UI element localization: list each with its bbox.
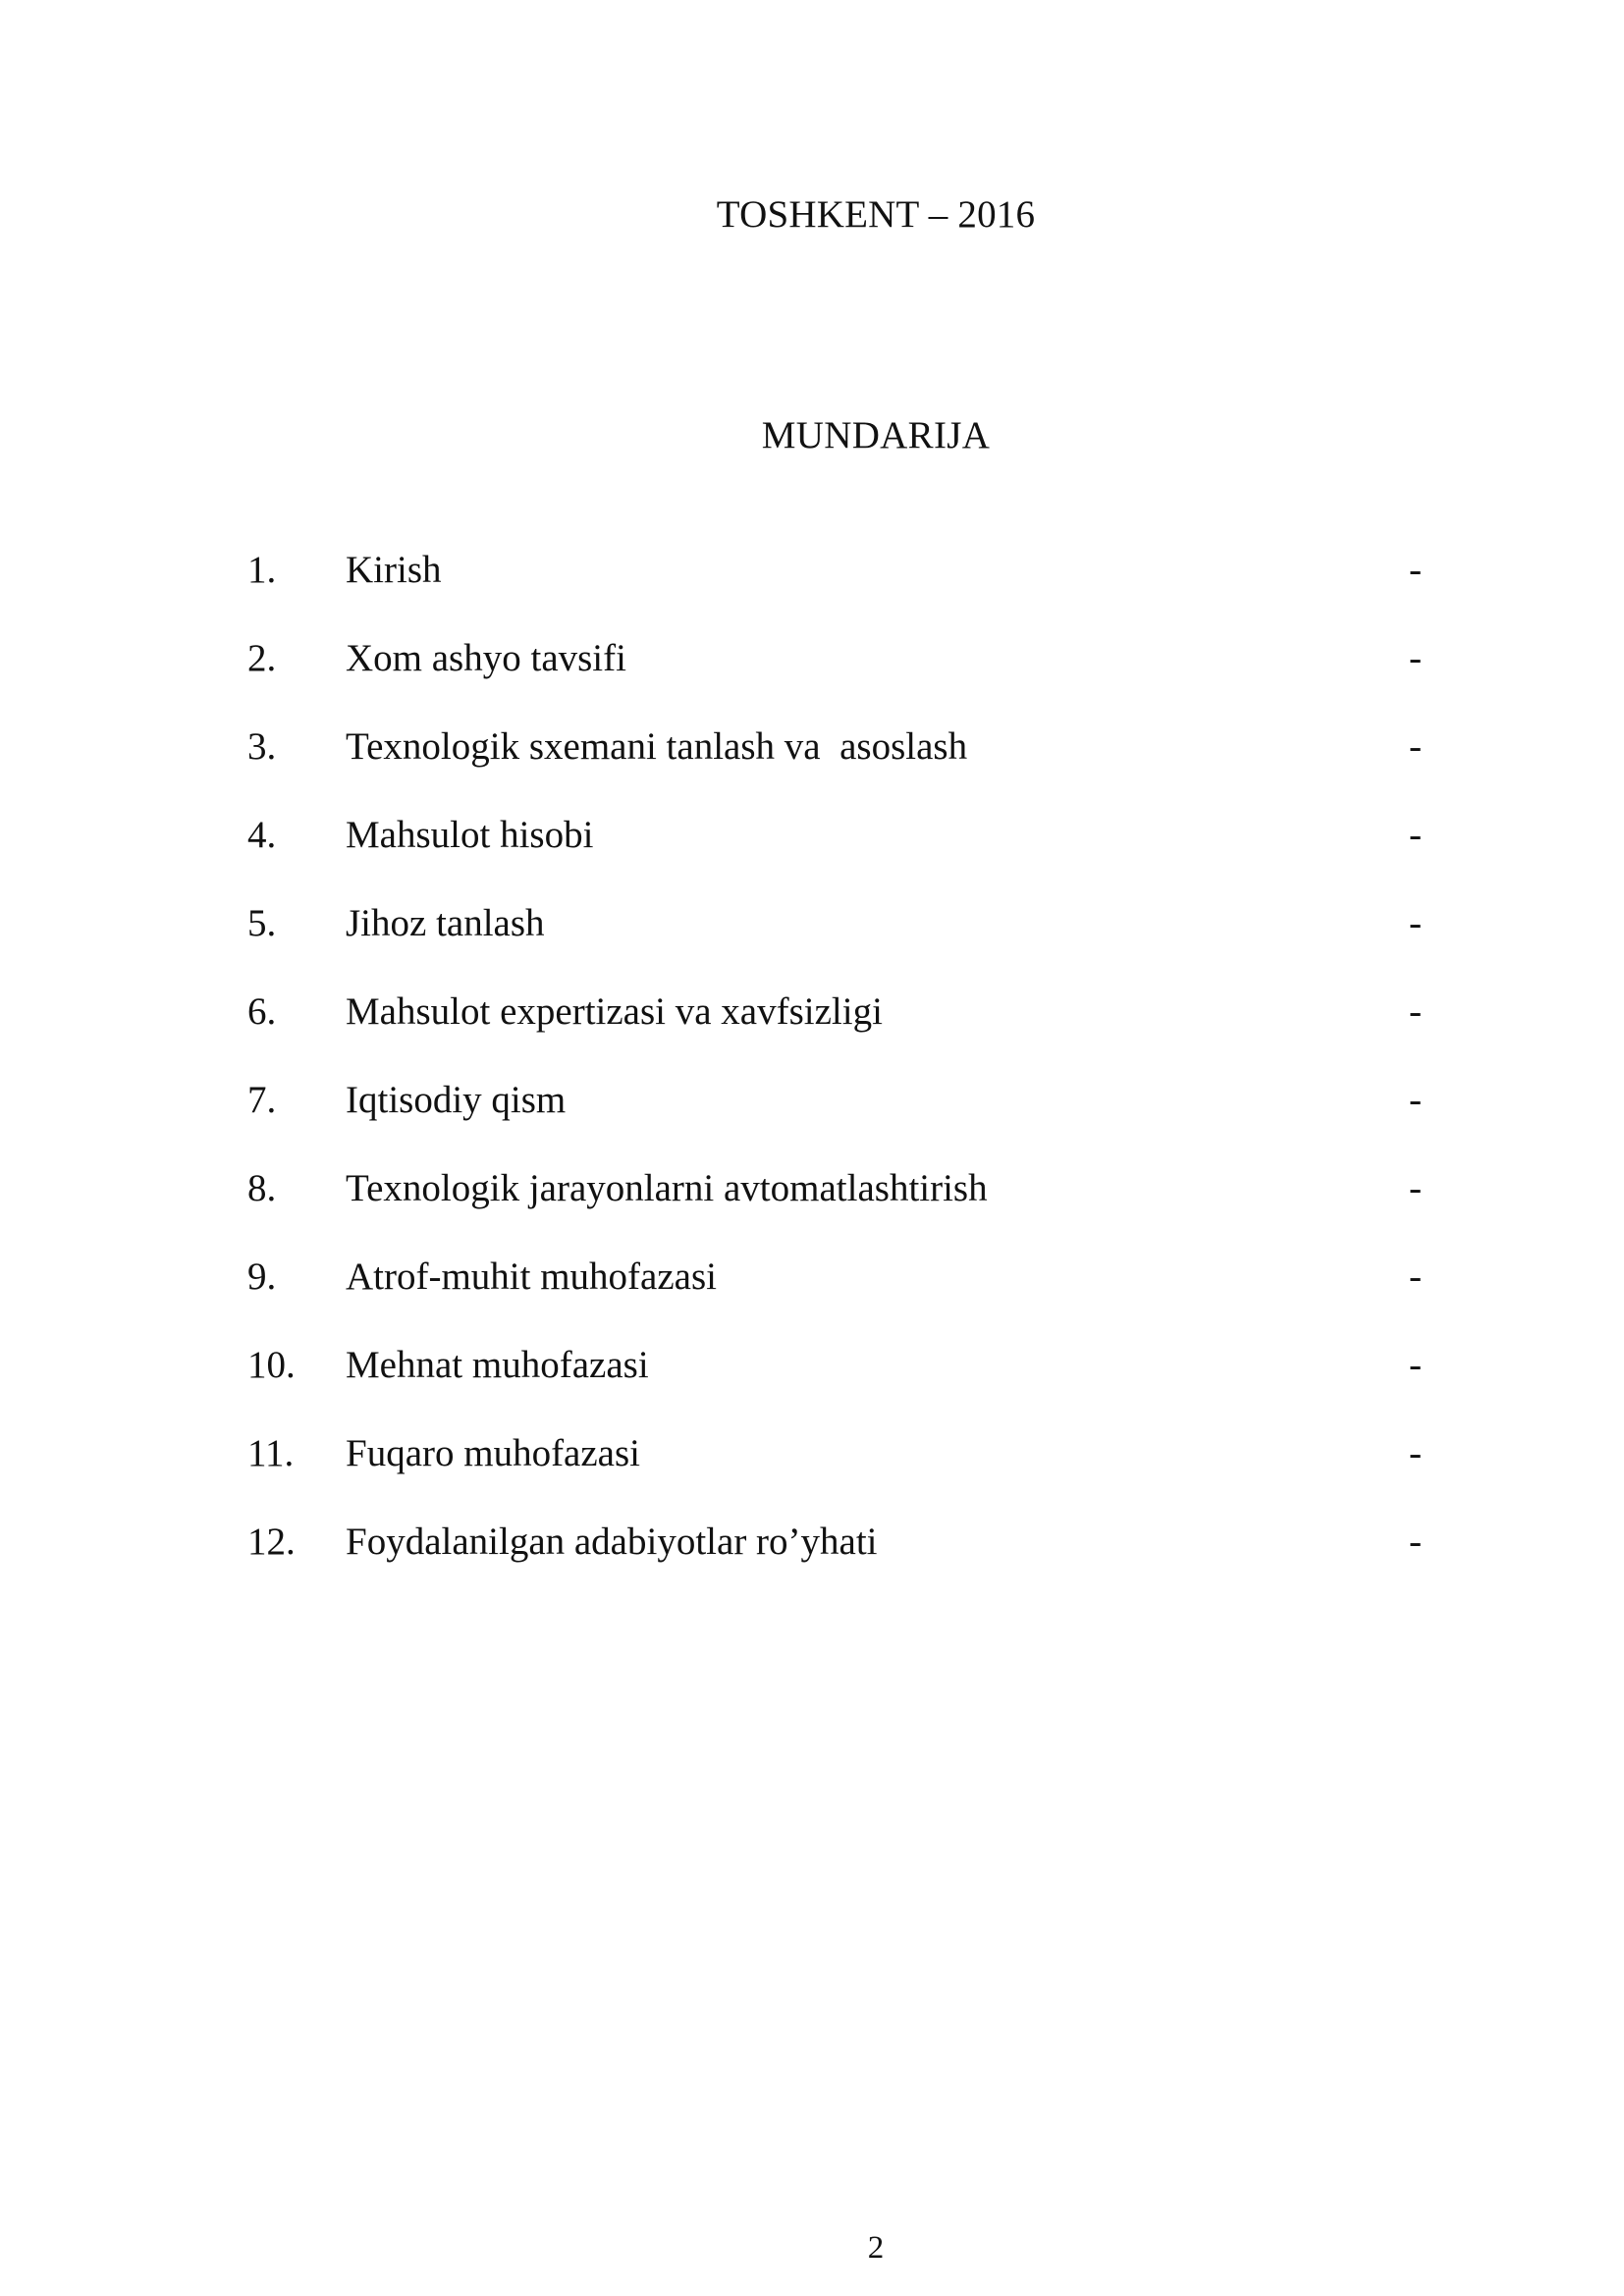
toc-item-title: Mehnat muhofazasi [346, 1344, 649, 1386]
toc-item-title: Atrof-muhit muhofazasi [346, 1255, 717, 1298]
toc-item-title: Iqtisodiy qism [346, 1079, 567, 1121]
toc-item-page: - [1409, 990, 1422, 1033]
toc-item [247, 897, 1426, 986]
toc-item-number: 4. [247, 814, 277, 856]
toc-item [247, 544, 1426, 632]
toc-item-title: Kirish [346, 549, 442, 591]
toc-item-page: - [1409, 1344, 1422, 1386]
toc-item-number: 11. [247, 1432, 295, 1474]
toc-item-number: 9. [247, 1255, 277, 1298]
toc-item-title: Texnologik sxemani tanlash va asoslash [346, 725, 968, 768]
table-of-contents [247, 544, 1426, 1604]
toc-item-page: - [1409, 902, 1422, 944]
toc-item-title: Jihoz tanlash [346, 902, 545, 944]
toc-item-page: - [1409, 1255, 1422, 1298]
toc-item [247, 809, 1426, 897]
toc-item-page: - [1409, 814, 1422, 856]
toc-item-title: Xom ashyo tavsifi [346, 637, 626, 679]
city-year-heading: TOSHKENT – 2016 [716, 193, 1036, 236]
toc-item-page: - [1409, 1521, 1422, 1563]
toc-item-number: 2. [247, 637, 277, 679]
toc-item-page: - [1409, 1167, 1422, 1209]
toc-item-number: 6. [247, 990, 277, 1033]
toc-item [247, 632, 1426, 721]
page-number: 2 [867, 2230, 885, 2266]
toc-item-number: 8. [247, 1167, 277, 1209]
toc-item-number: 12. [247, 1521, 296, 1563]
toc-item-number: 1. [247, 549, 277, 591]
toc-item [247, 1516, 1426, 1604]
toc-item-page: - [1409, 637, 1422, 679]
toc-item-page: - [1409, 1432, 1422, 1474]
toc-item [247, 1162, 1426, 1251]
toc-item-title: Mahsulot expertizasi va xavfsizligi [346, 990, 883, 1033]
toc-item-title: Texnologik jarayonlarni avtomatlashtirish [346, 1167, 988, 1209]
toc-item [247, 986, 1426, 1074]
toc-item-title: Mahsulot hisobi [346, 814, 594, 856]
toc-item-page: - [1409, 725, 1422, 768]
toc-item-number: 5. [247, 902, 277, 944]
toc-item-title: Foydalanilgan adabiyotlar ro’yhati [346, 1521, 878, 1563]
toc-item-number: 7. [247, 1079, 277, 1121]
toc-item-page: - [1409, 549, 1422, 591]
toc-item-title: Fuqaro muhofazasi [346, 1432, 641, 1474]
toc-item-page: - [1409, 1079, 1422, 1121]
toc-item [247, 1427, 1426, 1516]
toc-item [247, 721, 1426, 809]
toc-item-number: 10. [247, 1344, 296, 1386]
toc-title: MUNDARIJA [761, 414, 991, 456]
toc-item [247, 1074, 1426, 1162]
toc-item [247, 1339, 1426, 1427]
toc-item [247, 1251, 1426, 1339]
toc-item-number: 3. [247, 725, 277, 768]
